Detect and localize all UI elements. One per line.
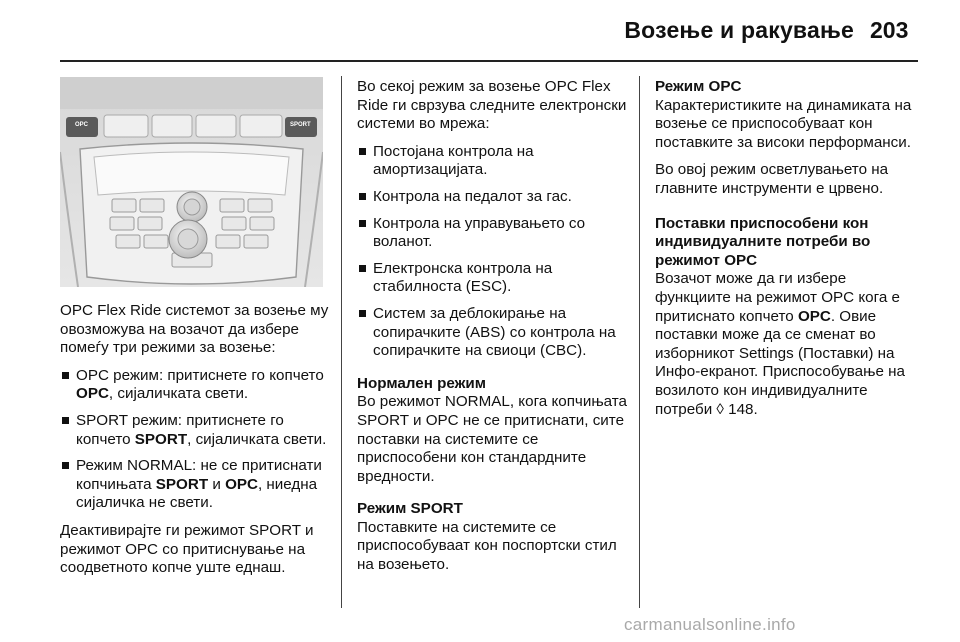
header-rule <box>60 60 918 62</box>
bullet-icon <box>62 417 69 424</box>
bullet-icon <box>359 148 366 155</box>
list-item: Постојана контрола на амортизацијата. <box>357 143 629 180</box>
header-title: Возење и ракување <box>624 17 854 43</box>
custom-settings-heading: Поставки приспособени кон индивидуалните потреби во режимот OPC <box>655 214 871 269</box>
page-number: 203 <box>870 17 909 43</box>
intro-paragraph: OPC Flex Ride системот за возење му овозможува на возачот да избере помеѓу три режими за возење: <box>60 302 329 357</box>
bullet-icon <box>359 193 366 200</box>
sport-button-label: SPORT <box>290 122 311 128</box>
bullet-icon <box>62 372 69 379</box>
page-reference-icon: ◊ <box>716 400 724 418</box>
column-1 <box>60 302 332 587</box>
opc-mode-heading: Режим OPC <box>655 78 742 95</box>
opc-mode-paragraph: Карактеристиките на динамиката на возење се приспособуваат кон поставките за високи перформанси. <box>655 96 912 151</box>
column-divider-left <box>341 76 342 608</box>
list-item: Електронска контрола на стабилноста (ESC). <box>357 260 629 297</box>
list-item: Контрола на управувањето со воланот. <box>357 215 629 252</box>
footer-watermark: carmanualsonline.info <box>624 615 796 634</box>
systems-list <box>357 143 629 361</box>
mode-list <box>60 367 332 513</box>
normal-mode-paragraph: Во режимот NORMAL, кога копчињата SPORT и OPC не се притиснати, сите поставки на системите се приспособени кон стандардните вредности. <box>357 393 628 485</box>
bullet-icon <box>62 462 69 469</box>
bullet-icon <box>359 310 366 317</box>
bullet-icon <box>359 265 366 272</box>
column-2 <box>357 78 629 584</box>
list-item: Режим NORMAL: не се притиснати копчињата SPORT и OPC, ниедна сијаличка не свети. <box>60 457 332 513</box>
console-drawing <box>60 77 323 287</box>
list-item: SPORT режим: притиснете го копчето SPORT, сијаличката свети. <box>60 412 332 449</box>
sport-mode-heading: Режим SPORT <box>357 500 463 518</box>
normal-mode-heading: Нормален режим <box>357 374 486 392</box>
list-item: OPC режим: притиснете го копчето OPC, сијаличката свети. <box>60 367 332 404</box>
column-3 <box>655 78 923 428</box>
opc-lighting-paragraph: Во овој режим осветлувањето на главните инструменти е црвено. <box>655 161 889 197</box>
opc-button-label: OPC <box>75 122 89 128</box>
console-illustration <box>60 77 323 287</box>
custom-settings-paragraph: Возачот може да ги избере функциите на режимот OPC кога е притиснато копчето OPC. Овие поставки може да се сменат во изборникот Settings (Поставки) на Инфо-екранот. Приспособување на возилото кон индивидуалните потреби ◊ 148. <box>655 270 905 418</box>
systems-intro-paragraph: Во секој режим за возење OPC Flex Ride ги сврзува следните електронски системи во мрежа: <box>357 78 627 133</box>
deactivate-paragraph: Деактивирајте ги режимот SPORT и режимот OPC со притиснување на соодветното копче уште еднаш. <box>60 521 314 577</box>
bullet-icon <box>359 220 366 227</box>
list-item: Систем за деблокирање на сопирачките (ABS) со контрола на сопирачките на свиоци (CBC). <box>357 305 629 361</box>
sport-mode-paragraph: Поставките на системите се приспособуваат кон поспортски стил на возењето. <box>357 518 617 574</box>
page-reference-link[interactable]: 148. <box>723 400 758 418</box>
list-item: Контрола на педалот за гас. <box>357 188 629 207</box>
column-divider-right <box>639 76 640 608</box>
